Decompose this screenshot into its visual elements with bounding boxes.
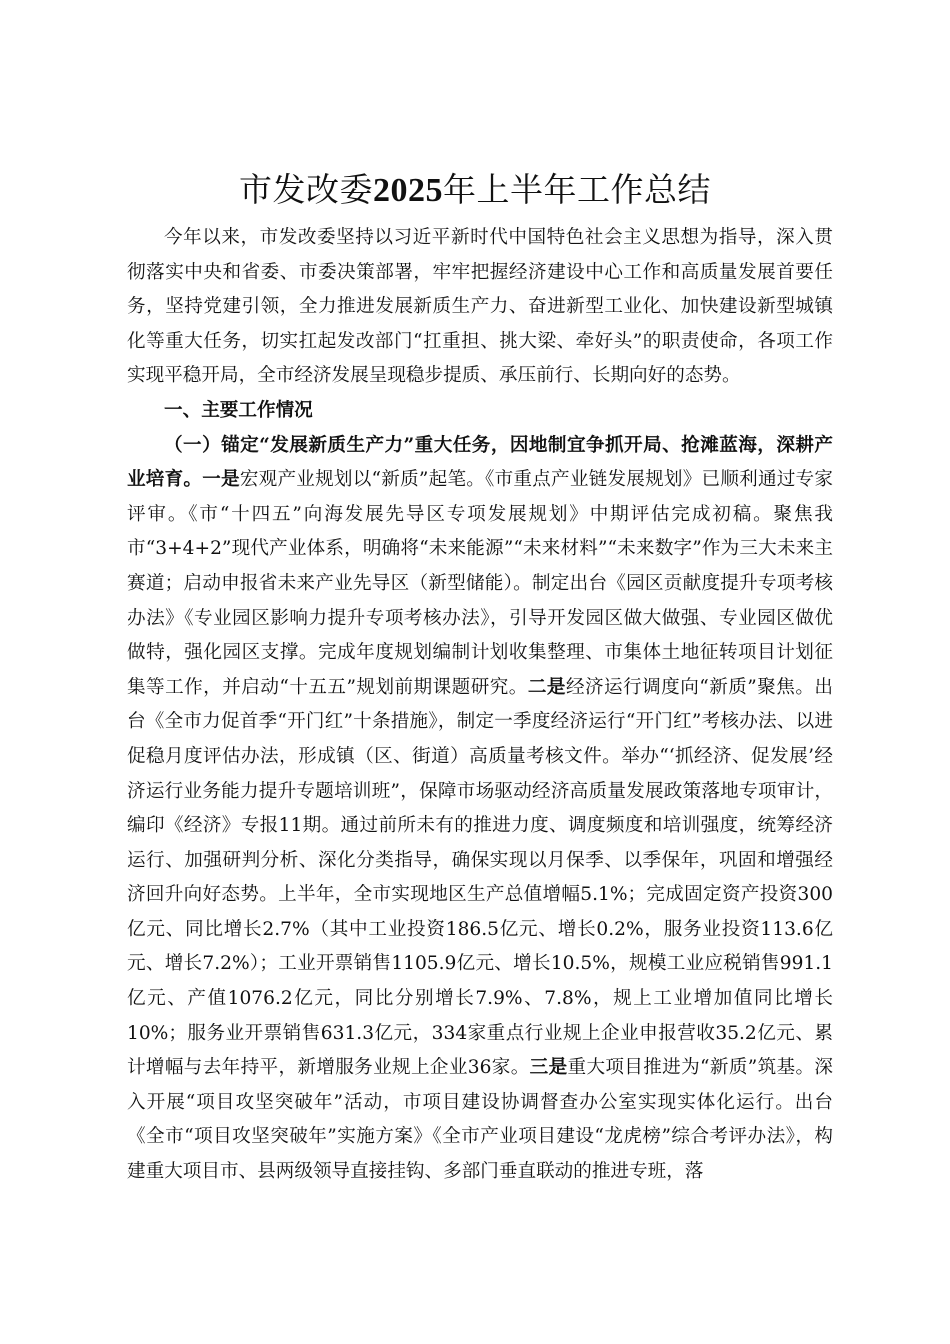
title-suffix: 年上半年工作总结 <box>443 170 711 209</box>
title-prefix: 市发改委 <box>239 170 373 209</box>
point-3-text: 重大项目推进为“新质”筑基。深入开展“项目攻坚突破年”活动，市项目建设协调督查办公室实现实体化运行。出台《全市“项目攻坚突破年”实施方案》《全市产业项目建设“龙虎榜”综合考评办法》，构建重大项目市、县两级领导直接挂钩、多部门垂直联动的推进专班，落 <box>127 1057 833 1183</box>
point-1-label: 一是 <box>202 469 240 491</box>
subsection-paragraph <box>127 429 833 1190</box>
title-year: 2025 <box>373 172 443 209</box>
point-1-text: 宏观产业规划以“新质”起笔。《市重点产业链发展规划》已顺利通过专家评审。《市“十四五”向海发展先导区专项发展规划》中期评估完成初稿。聚焦我市“3+4+2”现代产业体系，明确将“未来能源”“未来材料”“未来数字”作为三大未来主赛道；启动申报省未来产业先导区（新型储能）。制定出台《园区贡献度提升专项考核办法》《专业园区影响力提升专项考核办法》，引导开发园区做大做强、专业园区做优做特，强化园区支撑。完成年度规划编制计划收集整理、市集体土地征转项目计划征集等工作，并启动“十五五”规划前期课题研究。 <box>127 469 833 698</box>
point-3-label: 三是 <box>529 1057 568 1079</box>
subsection-heading: （一）锚定“发展新质生产力”重大任务，因地制宜争抓开局、抢滩蓝海，深耕产业培育。 <box>127 434 833 491</box>
point-2-label: 二是 <box>527 676 566 698</box>
intro-paragraph: 今年以来，市发改委坚持以习近平新时代中国特色社会主义思想为指导，深入贯彻落实中央和省委、市委决策部署，牢牢把握经济建设中心工作和高质量发展首要任务，坚持党建引领，全力推进发展新质生产力、奋进新型工业化、加快建设新型城镇化等重大任务，切实扛起发改部门“扛重担、挑大梁、牵好头”的职责使命，各项工作实现平稳开局，全市经济发展呈现稳步提质、承压前行、长期向好的态势。 <box>127 227 833 387</box>
section-heading: 一、主要工作情况 <box>164 399 313 421</box>
point-2-text: 经济运行调度向“新质”聚焦。出台《全市力促首季“开门红”十条措施》，制定一季度经济运行“开门红”考核办法、以进促稳月度评估办法，形成镇（区、街道）高质量考核文件。举办“‘抓经济、促发展’经济运行业务能力提升专题培训班”，保障市场驱动经济高质量发展政策落地专项审计，编印《经济》专报11期。通过前所未有的推进力度、调度频度和培训强度，统筹经济运行、加强研判分析、深化分类指导，确保实现以月保季、以季保年，巩固和增强经济回升向好态势。上半年，全市实现地区生产总值增幅5.1%；完成固定资产投资300亿元、同比增长2.7%（其中工业投资186.5亿元、增长0.2%，服务业投资113.6亿元、增长7.2%）；工业开票销售1105.9亿元、增长10.5%，规模工业应税销售991.1亿元、产值1076.2亿元，同比分别增长7.9%、7.8%，规上工业增加值同比增长10%；服务业开票销售631.3亿元，334家重点行业规上企业申报营收35.2亿元、累计增幅与去年持平，新增服务业规上企业36家。 <box>127 676 833 1079</box>
document-body <box>127 221 833 1190</box>
document-title <box>0 168 950 213</box>
